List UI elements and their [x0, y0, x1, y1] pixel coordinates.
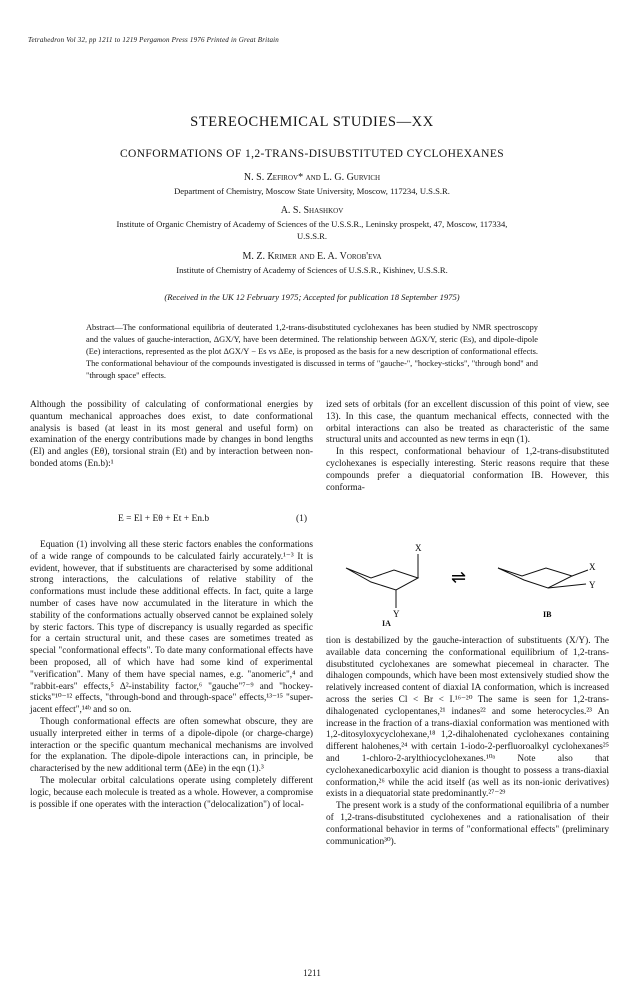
article-title: STEREOCHEMICAL STUDIES—XX	[190, 114, 434, 130]
paragraph-mo: The molecular orbital calculations operate using completely different logic, because each molecule is treated as a whole. However, a compromise is possible if one operates with the interaction ("delocalization") of local-	[30, 775, 313, 810]
label-ib: IB	[543, 610, 552, 618]
authors-group-2: A. S. Shashkov	[280, 205, 344, 216]
left-column-body	[30, 540, 313, 811]
left-column-top	[30, 400, 313, 471]
received-dates: (Received in the UK 12 February 1975; Accepted for publication 18 September 1975)	[164, 292, 460, 302]
paragraph-orbitals: ized sets of orbitals (for an excellent discussion of this point of view, see 13). In this case, the quantum mechanical effects, connected with the orbital interactions can also be treated as characteristic of the same structural units and accounted as new terms in eqn (1).	[326, 400, 609, 446]
equation-1: E = El + Eθ + Et + En.b	[118, 514, 210, 524]
authors-group-3: M. Z. Krimer and E. A. Vorob'eva	[242, 251, 382, 262]
running-head: Tetrahedron Vol 32, pp 1211 to 1219 Pergamon Press 1976 Printed in Great Britain	[28, 36, 280, 44]
paragraph-present-work: The present work is a study of the conformational equilibria of a number of 1,2-trans-disubstituted cyclohexenes and a rationalisation of their conformational behavior in terms of "conformational effects" (preliminary communication³⁰).	[326, 801, 609, 847]
label-ia-x: X	[415, 543, 422, 553]
article-subtitle: CONFORMATIONS OF 1,2-TRANS-DISUBSTITUTED CYCLOHEXANES	[119, 148, 505, 160]
conformer-scheme	[326, 540, 609, 618]
authors-group-1: N. S. Zefirov* and L. G. Gurvich	[243, 172, 381, 183]
bond-ib-x	[572, 570, 588, 576]
label-ia: IA	[382, 619, 391, 628]
affiliation-3: Institute of Chemistry of Academy of Sciences of U.S.S.R., Kishinev, U.S.S.R.	[176, 265, 448, 275]
chair-ib	[498, 568, 572, 588]
paragraph-trans: In this respect, conformational behaviour of 1,2-trans-disubstituted cyclohexanes is especially interesting. Steric reasons require that these compounds prefer a diequatorial conformation IB. However, this conforma-	[326, 447, 609, 493]
label-ib-x: X	[589, 562, 596, 572]
paragraph-effects: Though conformational effects are often somewhat obscure, they are usually interpreted either in terms of a dipole-dipole (or charge-charge) interaction or the specific quantum mechanical mechanisms are involved for the explanation. The dipole-dipole interactions can, in principle, be characterised by the new additional term (ΔEe) in the eqn (1).³	[30, 716, 313, 775]
page-number: 1211	[303, 968, 321, 978]
equilibrium-arrow: ⇌	[451, 567, 467, 588]
paragraph-intro: Although the possibility of calculating of conformational energies by quantum mechanical approaches does exist, to date conformational analysis is based (at least in its most general and useful form) on examination of the energy contributions made by changes in bond lengths (El) and angles (Eθ), torsional strain (Et) and by interaction between non-bonded atoms (En.b):¹	[30, 400, 313, 469]
affiliation-2b: U.S.S.R.	[296, 231, 328, 241]
label-ib-y: Y	[589, 580, 596, 590]
affiliation-2a: Institute of Organic Chemistry of Academy of Sciences of the U.S.S.R., Leninsky prospekt, 47, Moscow, 117334,	[116, 219, 508, 229]
equation-number: (1)	[296, 514, 308, 524]
right-column-top	[326, 400, 609, 494]
abstract: Abstract—The conformational equilibria of deuterated 1,2-trans-disubstituted cyclohexanes has been studied by NMR spectroscopy and the values of gauche-interaction, ΔGX/Y, have been determined. The relationship between ΔGX/Y, steric (Es), and dipole-dipole (Ee) interactions, represented as the plot ΔGX/Y − Es vs ΔEe, is proposed as the basis for a new description of conformational effects. The conformational behaviour of the compounds investigated is discussed in terms of "gauche-", "hockey-sticks", "through bond" and "through space" effects.	[86, 323, 538, 380]
right-column-body	[326, 636, 609, 848]
paragraph-equation: Equation (1) involving all these steric factors enables the conformations of a wide range of compounds to be calculated fairly accurately.¹⁻³ It is evident, however, that if substituents are characterised by some additional strong interactions, the calculations of relative stability of the conformations must include these additional effects. In fact, quite a large number of cases have now accumulated in the literature in which the stability of the conformations actually observed cannot be explained solely by steric factors. This type of discrepancy is usually regarded as specific for a certain structural unit, and these cases are sometimes treated as special "conformational effects". To date many conformational effects have been proposed, all of which have had some kind of experimental "verification". Many of them have special names, e.g. "anomeric",⁴ and "rabbit-ears" effects,⁵ Δ²-instability factor,⁶ "gauche"⁷⁻⁹ and "hockey-sticks"¹⁰⁻¹² effects, "through-bond and through-space" effects,¹³⁻¹⁵ "super-jacent effect",¹⁴ᵇ and so on.	[30, 540, 313, 716]
label-ia-y: Y	[393, 609, 400, 618]
paragraph-gauche: tion is destabilized by the gauche-interaction of substituents (X/Y). The available data concerning the conformational equilibrium of 1,2-trans-disubstituted cyclohexanes are somewhat piecemeal in character. The dihalogen compounds, which have been most extensively studied show the relatively increased content of diaxial IA conformation, which is increased across the series Cl < Br < I.¹⁶⁻²⁰ The same is seen for 1,2-trans-dihalogenated cyclopentanes,²¹ indanes²² and some heterocycles.²³ An increase in the fraction of a trans-diaxial conformation was mentioned with 1,2-ditosyloxycyclohexane,¹⁸ 1,2-dihalohenated cyclohexanes containing different halohenes,²⁴ with certain 1-iodo-2-perfluoroalkyl cyclohexanes²⁵ and 1-chloro-2-arylthiocyclohexanes.¹⁰ᵃ Note also that cyclohexanedicarboxylic acid dianion is thought to possess a trans-diaxial conformation,²⁶ while the acid itself (as well as its non-ionic derivatives) exists in a diequatorial state predominantly.²⁷⁻²⁹	[326, 636, 609, 800]
affiliation-1: Department of Chemistry, Moscow State University, Moscow, 117234, U.S.S.R.	[174, 186, 450, 196]
chair-ia	[346, 568, 418, 590]
